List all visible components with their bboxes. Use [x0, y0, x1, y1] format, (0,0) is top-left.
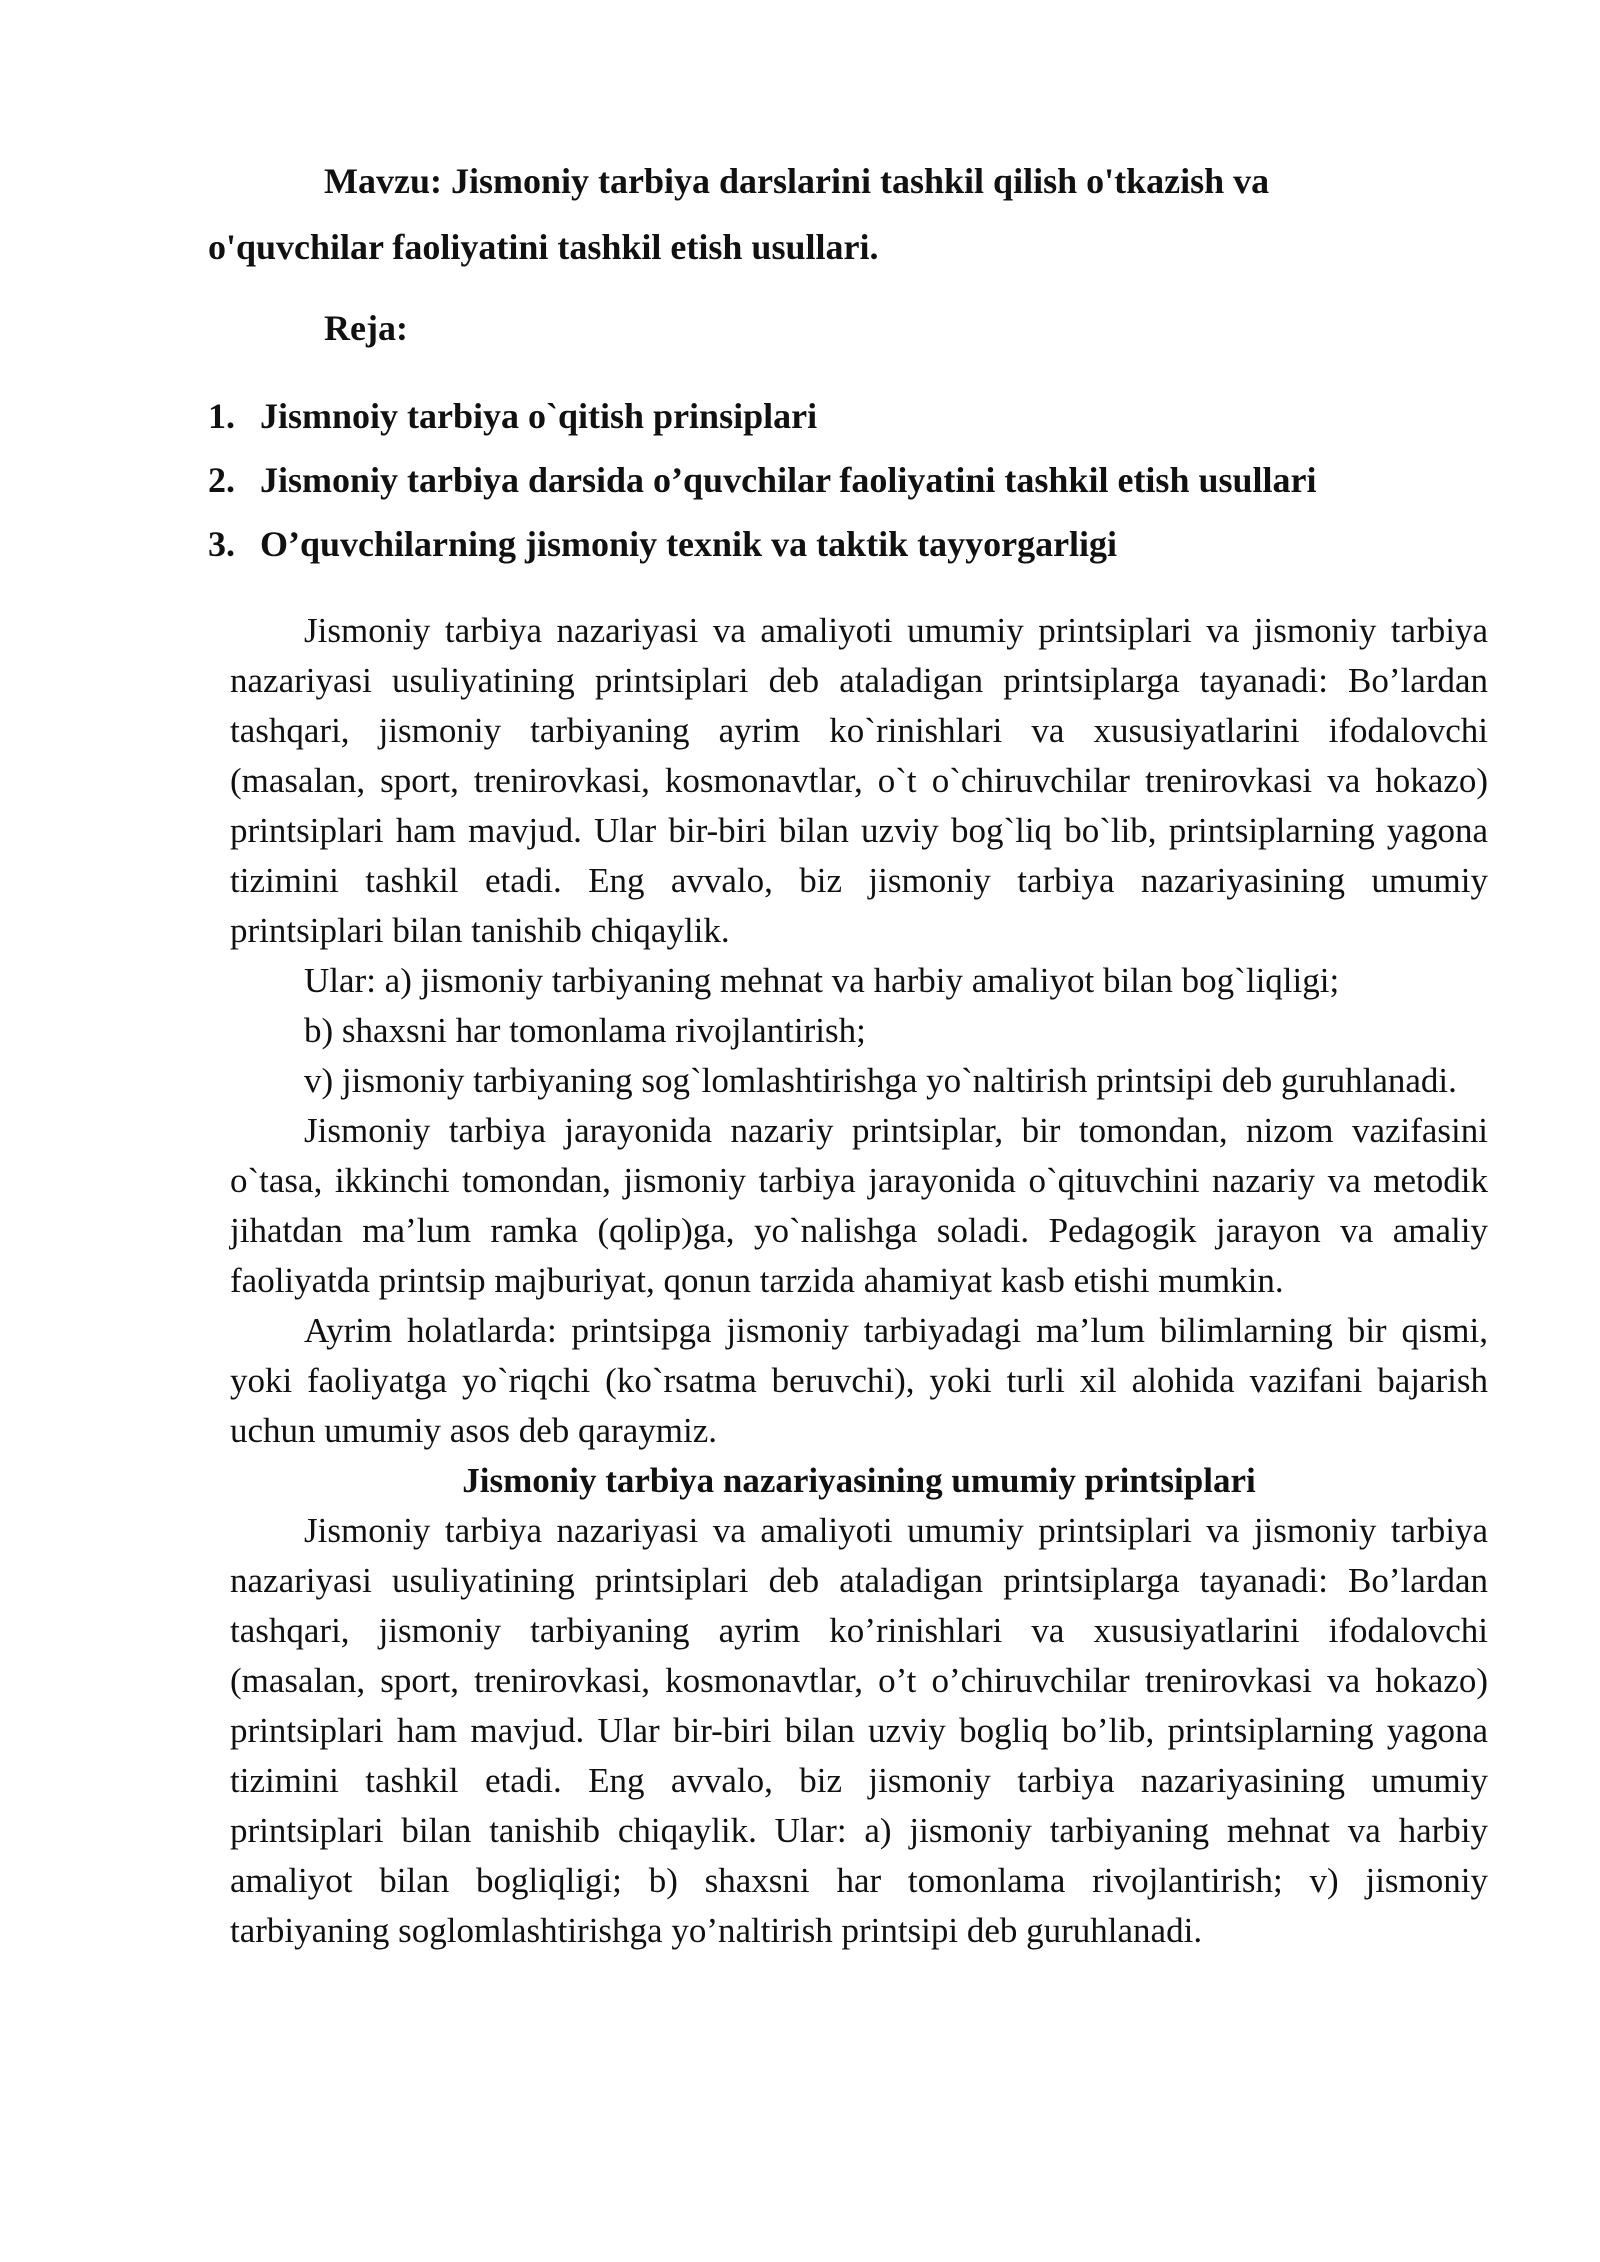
document-title: [208, 148, 1408, 280]
title-line-2: o'quvchilar faoliyatini tashkil etish usullari.: [208, 227, 879, 267]
plan-item-number: 3.: [208, 524, 235, 564]
plan-item: [208, 448, 1508, 512]
paragraph-some-cases: Ayrim holatlarda: printsipga jismoniy tarbiyadagi ma’lum bilimlarning bir qismi, yoki faoliyatga yo`riqchi (ko`rsatma beruvchi), yoki turli xil alohida vazifani bajarish uchun umumiy asos deb qaraymiz.: [230, 1311, 1488, 1450]
plan-item: [208, 512, 1508, 576]
plan-item-text: Jismoniy tarbiya darsida o’quvchilar faoliyatini tashkil etish usullari: [260, 460, 1317, 500]
paragraph-list-a: Ular: a) jismoniy tarbiyaning mehnat va harbiy amaliyot bilan bog`liqligi;: [304, 961, 1340, 1000]
plan-heading: Reja:: [324, 308, 408, 348]
plan-item-text: Jismnoiy tarbiya o`qitish prinsiplari: [260, 396, 818, 436]
paragraph-principles-intro: Jismoniy tarbiya nazariyasi va amaliyoti umumiy printsiplari va jismoniy tarbiya nazariyasi usuliyatining printsiplari deb ataladigan printsiplarga tayanadi: Bo’lardan tashqari, jismoniy tarbiyaning ayrim ko`rinishlari va xususiyatlarini ifodalovchi (masalan, sport, trenirovkasi, kosmonavtlar, o`t o`chiruvchilar trenirovkasi va hokazo) printsiplari ham mavjud. Ular bir-biri bilan uzviy bog`liq bo`lib, printsiplarning yagona tizimini tashkil etadi. Eng avvalo, biz jismoniy tarbiya nazariyasining umumiy printsiplari bilan tanishib chiqaylik.: [230, 611, 1488, 950]
paragraph-general-principles: Jismoniy tarbiya nazariyasi va amaliyoti umumiy printsiplari va jismoniy tarbiya nazariyasi usuliyatining printsiplari deb ataladigan printsiplarga tayanadi: Bo’lardan tashqari, jismoniy tarbiyaning ayrim ko’rinishlari va xususiyatlarini ifodalovchi (masalan, sport, trenirovkasi, kosmonavtlar, o’t o’chiruvchilar trenirovkasi va hokazo) printsiplari ham mavjud. Ular bir-biri bilan uzviy bogliq bo’lib, printsiplarning yagona tizimini tashkil etadi. Eng avvalo, biz jismoniy tarbiya nazariyasining umumiy printsiplari bilan tanishib chiqaylik. Ular: a) jismoniy tarbiyaning mehnat va harbiy amaliyot bilan bogliqligi; b) shaxsni har tomonlama rivojlantirish; v) jismoniy tarbiyaning soglomlashtirishga yo’naltirish printsipi deb guruhlanadi.: [230, 1511, 1488, 1950]
paragraph-list-b: b) shaxsni har tomonlama rivojlantirish;: [304, 1011, 866, 1050]
section-subheading: Jismoniy tarbiya nazariyasining umumiy printsiplari: [462, 1461, 1256, 1500]
title-line-1: Mavzu: Jismoniy tarbiya darslarini tashkil qilish o'tkazish va: [324, 161, 1270, 201]
paragraph-theoretical-principles: Jismoniy tarbiya jarayonida nazariy printsiplar, bir tomondan, nizom vazifasini o`tasa, ikkinchi tomondan, jismoniy tarbiya jarayonida o`qituvchini nazariy va metodik jihatdan ma’lum ramka (qolip)ga, yo`nalishga soladi. Pedagogik jarayon va amaliy faoliyatda printsip majburiyat, qonun tarzida ahamiyat kasb etishi mumkin.: [230, 1111, 1488, 1300]
paragraph-list-v: v) jismoniy tarbiyaning sog`lomlashtirishga yo`naltirish printsipi deb guruhlanadi.: [304, 1061, 1457, 1100]
plan-list: [208, 384, 1508, 576]
plan-item-number: 1.: [208, 396, 235, 436]
plan-item-number: 2.: [208, 460, 235, 500]
plan-item: [208, 384, 1508, 448]
plan-item-text: O’quvchilarning jismoniy texnik va taktik tayyorgarligi: [260, 524, 1118, 564]
document-body: [230, 606, 1488, 1956]
